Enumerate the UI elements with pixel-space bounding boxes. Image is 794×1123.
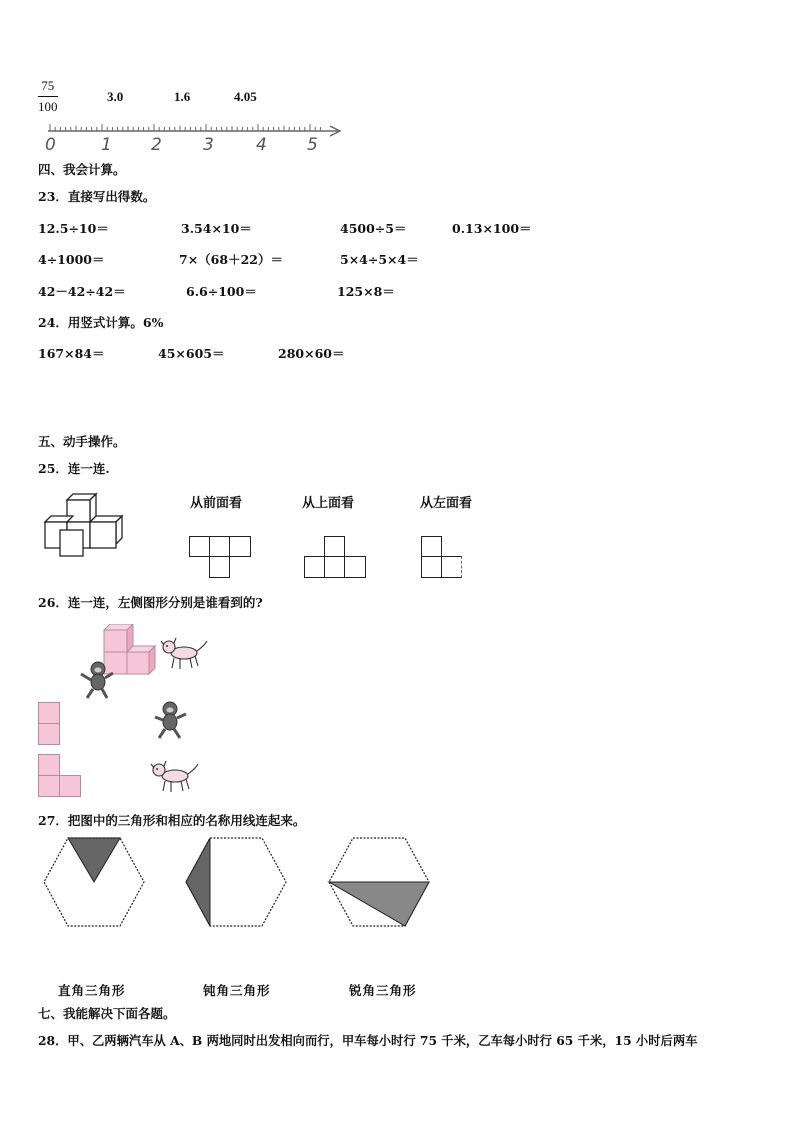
left-view-shape [421, 536, 465, 578]
q27-title: 27．把图中的三角形和相应的名称用线连起来。 [38, 813, 306, 828]
value-label-1: 3.0 [107, 89, 124, 104]
triangle-label-acute: 锐角三角形 [349, 983, 417, 998]
q24-item: 280×60＝ [278, 346, 345, 361]
hexagon-figure-3 [325, 836, 433, 928]
triangle-label-right: 直角三角形 [58, 983, 126, 998]
q24-title: 24．用竖式计算。6% [38, 315, 164, 330]
cube-stack-figure [40, 492, 130, 564]
fraction-numerator: 75 [38, 78, 58, 97]
q23-item: 0.13×100＝ [452, 221, 532, 236]
q23-item: 3.54×10＝ [181, 221, 252, 236]
q24-item: 45×605＝ [158, 346, 225, 361]
hexagon-figure-2 [182, 836, 290, 928]
value-label-2: 1.6 [174, 89, 191, 104]
tick-label-2: 2 [151, 135, 162, 155]
q25-title: 25．连一连. [38, 461, 110, 476]
tick-label-4: 4 [256, 135, 267, 155]
value-label-3: 4.05 [234, 89, 257, 104]
view-label-left: 从左面看 [420, 496, 473, 511]
q23-item: 4÷1000＝ [38, 252, 105, 267]
q28-text: 28．甲、乙两辆汽车从 A、B 两地同时出发相向而行，甲车每小时行 75 千米，乙车每小时行 65 千米，15 小时后两车 [38, 1033, 698, 1048]
tick-label-0: 0 [45, 135, 56, 155]
view-label-top: 从上面看 [302, 496, 355, 511]
q26-title: 26．连一连，左侧图形分别是谁看到的? [38, 595, 263, 610]
number-line [40, 118, 350, 142]
q23-item: 125×8＝ [337, 284, 395, 299]
q23-item: 5×4÷5×4＝ [340, 252, 419, 267]
q23-title: 23．直接写出得数。 [38, 189, 156, 204]
dog-icon [150, 759, 200, 795]
monkey-icon [78, 660, 116, 700]
top-view-shape [304, 536, 366, 578]
fraction-75-100 [38, 78, 58, 115]
pink-shape-l [38, 754, 81, 796]
dog-icon [160, 636, 208, 672]
view-label-front: 从前面看 [190, 496, 243, 511]
fraction-denominator: 100 [38, 99, 58, 114]
tick-label-1: 1 [101, 135, 112, 155]
q23-item: 12.5÷10＝ [38, 221, 109, 236]
monkey-icon [152, 700, 190, 740]
triangle-label-obtuse: 钝角三角形 [203, 983, 271, 998]
pink-shape-vertical [38, 702, 60, 744]
hexagon-figure-1 [40, 836, 148, 928]
front-view-shape [189, 536, 252, 578]
q23-item: 4500÷5＝ [340, 221, 407, 236]
tick-label-3: 3 [203, 135, 214, 155]
section-5-title: 五、动手操作。 [38, 434, 126, 449]
q23-item: 7×（68＋22）＝ [179, 252, 283, 267]
tick-label-5: 5 [307, 135, 318, 155]
q23-item: 6.6÷100＝ [186, 284, 257, 299]
q23-item: 42－42÷42＝ [38, 284, 126, 299]
section-4-title: 四、我会计算。 [38, 162, 126, 177]
q24-item: 167×84＝ [38, 346, 105, 361]
section-7-title: 七、我能解决下面各题。 [38, 1006, 176, 1021]
